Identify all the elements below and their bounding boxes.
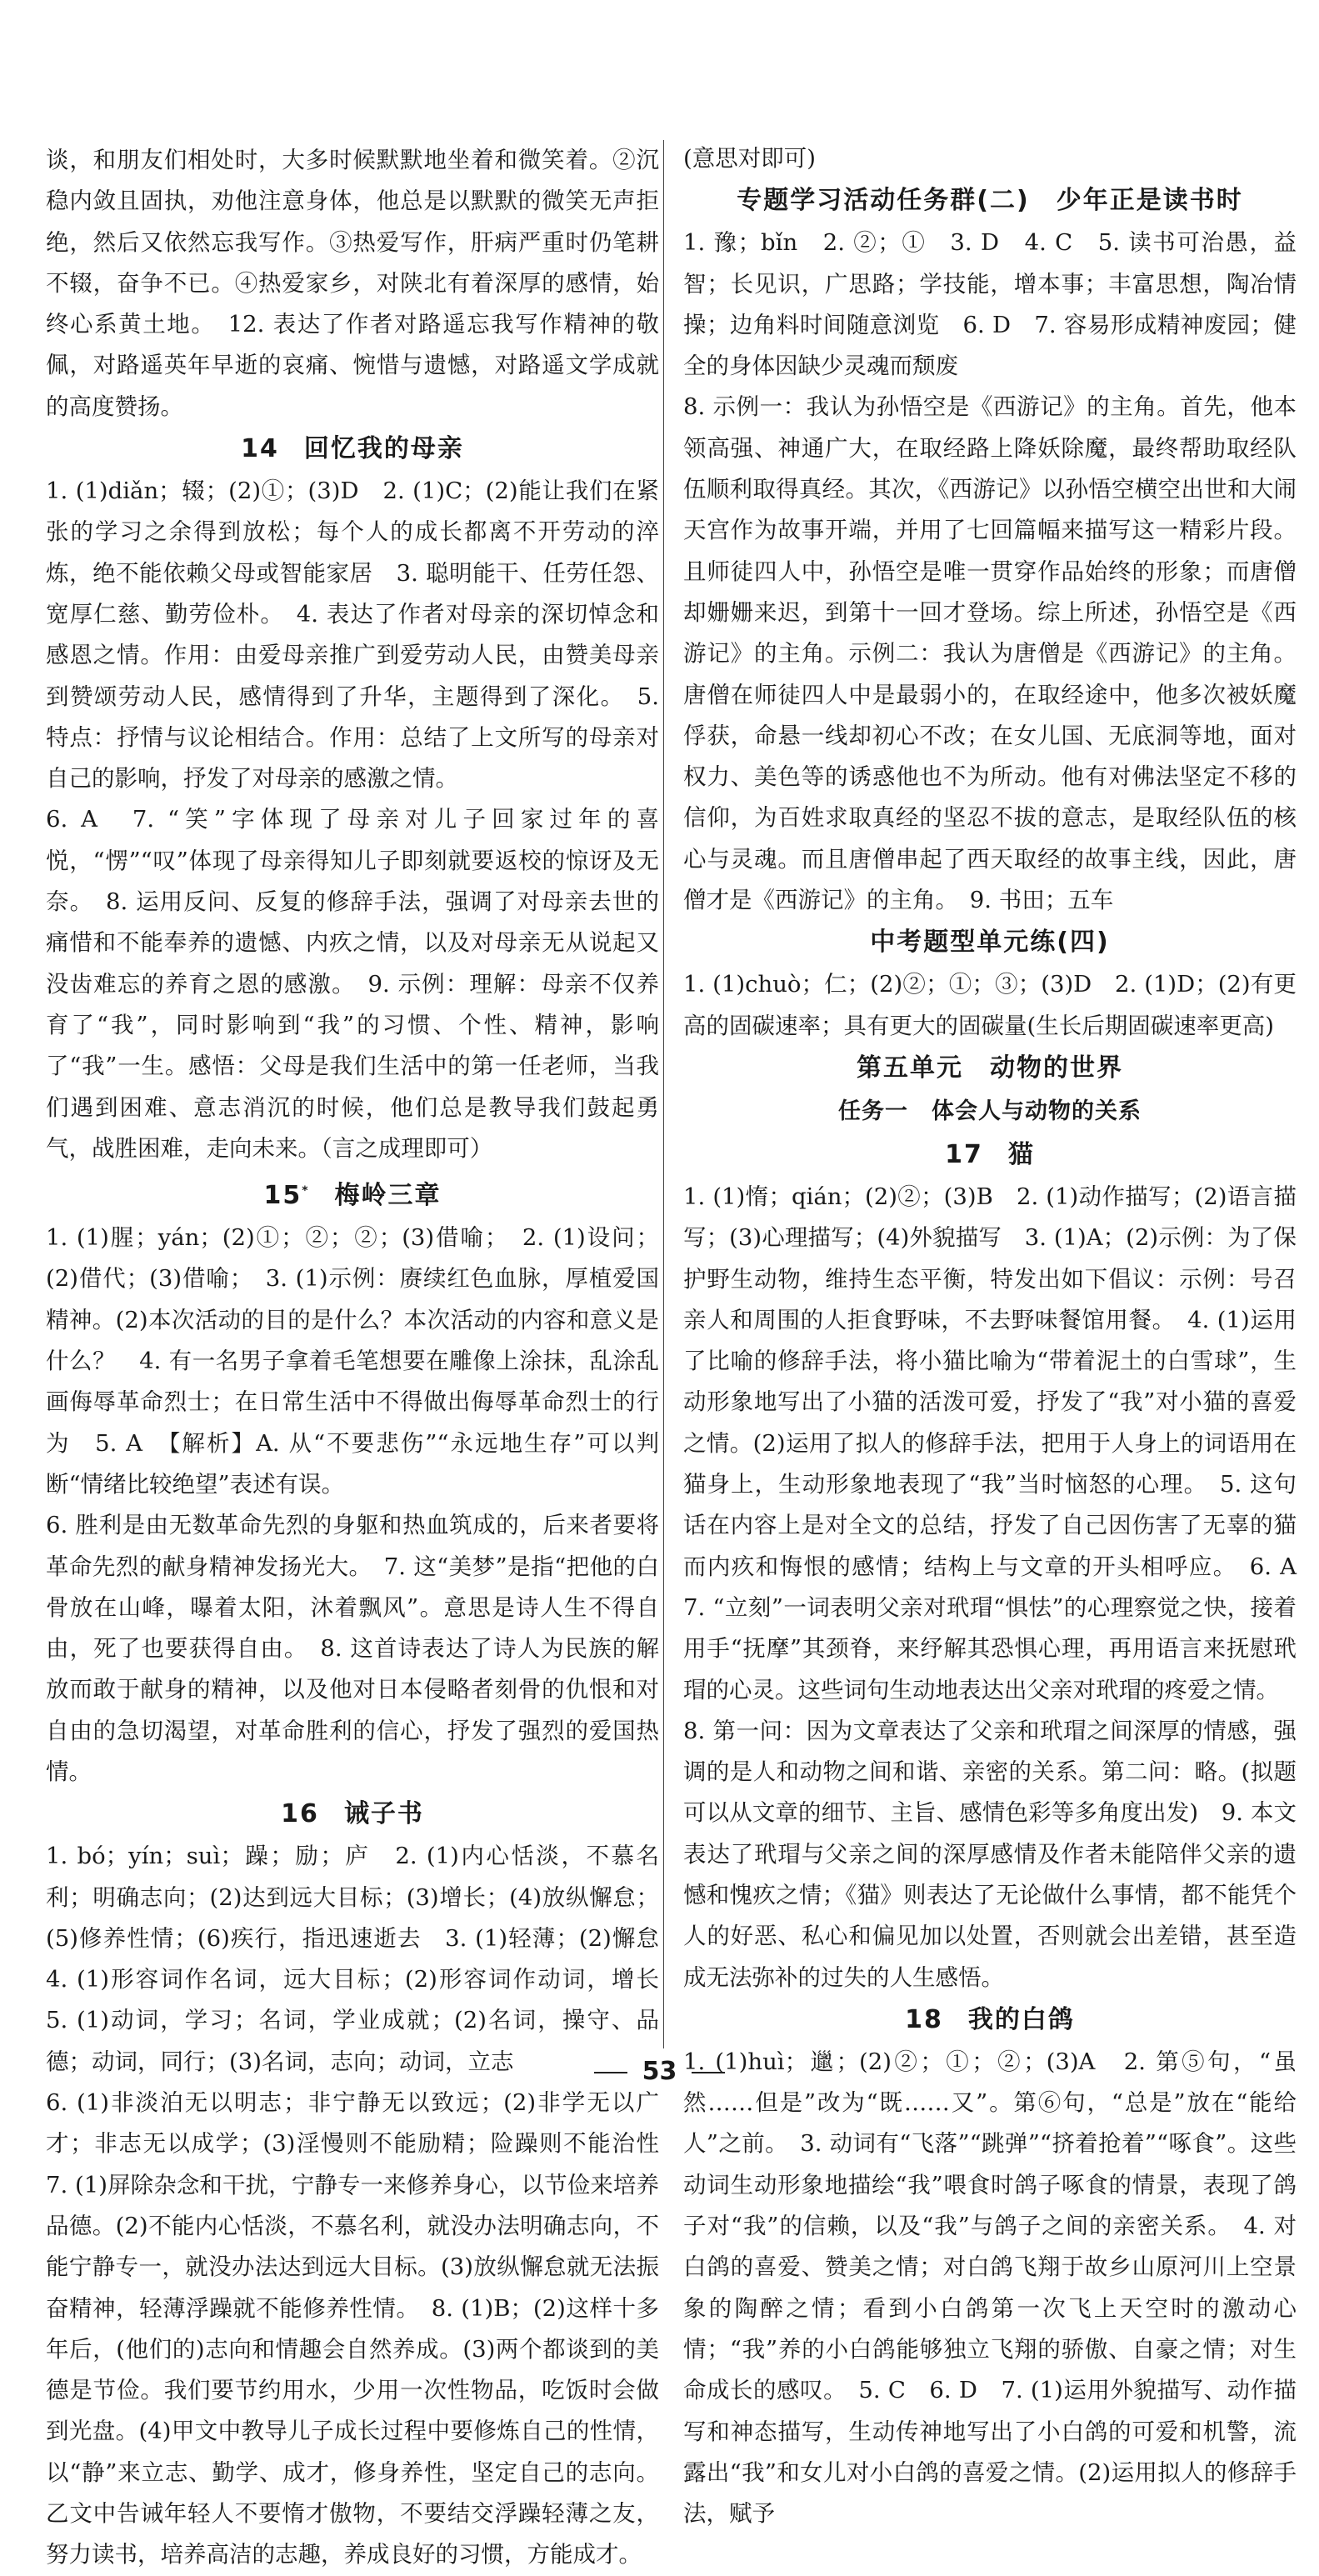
paragraph: 6. (1)非淡泊无以明志；非宁静无以致远；(2)非学无以广才；非志无以成学；(3)淫慢则不能励精；险躁则不能治性 7. (1)屏除杂念和干扰，宁静专一来修养身心，以节俭来培养品德。(2)不能内心恬淡，不慕名利，就没办法明确志向，不能宁静专一，就没办法达到远大目标。(3)放纵懈怠就无法振奋精神，轻薄浮躁就不能修养性情。 8. (1)B；(2)这样十多年后，(他们的)志向和情趣会自然养成。(3)两个都谈到的美德是节俭。我们要节约用水，少用一次性物品，吃饭时会做到光盘。(4)甲文中教导儿子成长过程中要修炼自己的性情，以“静”来立志、勤学、成才，修身养性，坚定自己的志向。乙文中告诫年轻人不要惰才傲物，不要结交浮躁轻薄之友，努力读书，培养高洁的志趣，养成良好的习惯，方能成才。: [46, 2089, 682, 2568]
heading-number: 15: [263, 1181, 302, 1211]
footer-dash-left: [594, 2072, 627, 2073]
paragraph: 1. 豫；bǐn 2. ②；① 3. D 4. C 5. 读书可治愚，益智；长见识，广思路；学技能，增本事；丰富思想，陶冶情操；边角料时间随意浏览 6. D 7. 容易形成精神废园；健全的身体因缺少灵魂而颓废: [683, 229, 1297, 380]
paragraph: 1. (1)chuò；仁；(2)②；①；③；(3)D 2. (1)D；(2)有更高的固碳速率；具有更大的固碳量(生长后期固碳速率更高): [683, 971, 1297, 1039]
heading-title: 回忆我的母亲: [303, 434, 464, 464]
topic-heading: 专题学习活动任务群(二) 少年正是读书时: [737, 186, 1243, 216]
section-heading-14: [46, 428, 659, 471]
heading-number: 17: [945, 1139, 983, 1169]
right-column: [683, 138, 1319, 2534]
heading-asterisk: *: [302, 1184, 310, 1198]
heading-title: 诫子书: [343, 1799, 424, 1829]
section-heading-18: [683, 1998, 1297, 2042]
task-heading: 任务一 体会人与动物的关系: [838, 1098, 1142, 1124]
unit-heading: 第五单元 动物的世界: [857, 1053, 1123, 1083]
paragraph: (意思对即可): [683, 145, 816, 172]
heading-number: 14: [241, 434, 279, 464]
paragraph: 8. 示例一：我认为孙悟空是《西游记》的主角。首先，他本领高强、神通广大，在取经路上降妖除魔，最终帮助取经队伍顺利取得真经。其次，《西游记》以孙悟空横空出世和大闹天宫作为故事开端，并用了七回篇幅来描写这一精彩片段。且师徒四人中，孙悟空是唯一贯穿作品始终的形象；而唐僧却姗姗来迟，到第十一回才登场。综上所述，孙悟空是《西游记》的主角。示例二：我认为唐僧是《西游记》的主角。唐僧在师徒四人中是最弱小的，在取经途中，他多次被妖魔俘获，命悬一线却初心不改；在女儿国、无底洞等地，面对权力、美色等的诱惑他也不为所动。他有对佛法坚定不移的信仰，为百姓求取真经的坚忍不拔的意志，是取经队伍的核心与灵魂。而且唐僧串起了西天取经的故事主线，因此，唐僧才是《西游记》的主角。 9. 书田；五车: [683, 393, 1297, 914]
paragraph: 1. (1)惰；qián；(2)②；(3)B 2. (1)动作描写；(2)语言描写；(3)心理描写；(4)外貌描写 3. (1)A；(2)示例：为了保护野生动物，维持生态平衡，特发出如下倡议：示例：号召亲人和周围的人拒食野味，不去野味餐馆用餐。 4. (1)运用了比喻的修辞手法，将小猫比喻为“带着泥土的白雪球”，生动形象地写出了小猫的活泼可爱，抒发了“我”对小猫的喜爱之情。(2)运用了拟人的修辞手法，把用于人身上的词语用在猫身上，生动形象地表现了“我”当时恼怒的心理。 5. 这句话在内容上是对全文的总结，抒发了自己因伤害了无辜的猫而内疚和悔恨的感情；结构上与文章的开头相呼应。 6. A 7. “立刻”一词表明父亲对玳瑁“惧怯”的心理察觉之快，接着用手“抚摩”其颈脊，来纾解其恐惧心理，再用语言来抚慰玳瑁的心灵。这些词句生动地表达出父亲对玳瑁的疼爱之情。: [683, 1183, 1319, 1703]
exam-heading: 中考题型单元练(四): [870, 928, 1110, 958]
page-footer: [0, 2057, 1319, 2086]
section-heading-15: [46, 1169, 659, 1218]
heading-number: 16: [281, 1799, 319, 1829]
footer-dash-right: [692, 2072, 725, 2073]
paragraph: 1. (1)diǎn；辍；(2)①；(3)D 2. (1)C；(2)能让我们在紧张的学习之余得到放松；每个人的成长都离不开劳动的淬炼，绝不能依赖父母或智能家居 3. 聪明能干、任劳任怨、宽厚仁慈、勤劳俭朴。 4. 表达了作者对母亲的深切悼念和感恩之情。作用：由爱母亲推广到爱劳动人民，由赞美母亲到赞颂劳动人民，感情得到了升华，主题得到了深化。 5. 特点：抒情与议论相结合。作用：总结了上文所写的母亲对自己的影响，抒发了对母亲的感激之情。: [46, 478, 659, 793]
page-number: 53: [642, 2057, 677, 2086]
heading-title: 猫: [1007, 1139, 1035, 1169]
paragraph: 谈，和朋友们相处时，大多时候默默地坐着和微笑着。②沉稳内敛且固执，劝他注意身体，他总是以默默的微笑无声拒绝，然后又依然忘我写作。③热爱写作，肝病严重时仍笔耕不辍，奋争不已。④热爱家乡，对陕北有着深厚的感情，始终心系黄土地。 12. 表达了作者对路遥忘我写作精神的敬佩，对路遥英年早逝的哀痛、惋惜与遗憾，对路遥文学成就的高度赞扬。: [46, 147, 659, 420]
paragraph: 8. 第一问：因为文章表达了父亲和玳瑁之间深厚的情感，强调的是人和动物之间和谐、亲密的关系。第二问：略。(拟题可以从文章的细节、主旨、感情色彩等多角度出发) 9. 本文表达了玳瑁与父亲之间的深厚感情及作者未能陪伴父亲的遗憾和愧疚之情；《猫》则表达了无论做什么事情，都不能凭个人的好恶、私心和偏见加以处置，否则就会出差错，甚至造成无法弥补的过失的人生感悟。: [683, 1717, 1297, 1991]
paragraph: 6. 胜利是由无数革命先烈的身躯和热血筑成的，后来者要将革命先烈的献身精神发扬光大。 7. 这“美梦”是指“把他的白骨放在山峰，曝着太阳，沐着飘风”。意思是诗人生不得自由，死了也要获得自由。 8. 这首诗表达了诗人为民族的解放而敢于献身的精神，以及他对日本侵略者刻骨的仇恨和对自由的急切渴望，对革命胜利的信心，抒发了强烈的爱国热情。: [46, 1512, 659, 1785]
paragraph: 1. (1)huì；邋；(2)②；①；②；(3)A 2. 第⑤句，“虽然……但是”改为“既……又”。第⑥句，“总是”放在“能给人”之前。 3. 动词有“飞落”“跳弹”“挤着抢着”“啄食”。这些动词生动形象地描绘“我”喂食时鸽子啄食的情景，表现了鸽子对“我”的信赖，以及“我”与鸽子之间的亲密关系。 4. 对白鸽的喜爱、赞美之情；对白鸽飞翔于故乡山原河川上空景象的陶醉之情；看到小白鸽第一次飞上天空时的激动心情；“我”养的小白鸽能够独立飞翔的骄傲、自豪之情；对生命成长的感叹。 5. C 6. D 7. (1)运用外貌描写、动作描写和神态描写，生动传神地写出了小白鸽的可爱和机警，流露出“我”和女儿对小白鸽的喜爱之情。(2)运用拟人的修辞手法，赋予: [683, 2048, 1297, 2528]
section-heading-17: [683, 1133, 1297, 1177]
column-divider: [663, 140, 664, 2048]
paragraph: 1. bó；yín；suì；躁；励；庐 2. (1)内心恬淡，不慕名利；明确志向；(2)达到远大目标；(3)增长；(4)放纵懈怠；(5)修养性情；(6)疾行，指迅速逝去 3. (1)轻薄；(2)懈怠 4. (1)形容词作名词，远大目标；(2)形容词作动词，增长 5. (1)动词，学习；名词，学业成就；(2)名词，操守、品德；动词，同行；(3)名词，志向；动词，立志: [46, 1843, 682, 2075]
heading-title: 梅岭三章: [334, 1181, 442, 1211]
paragraph: 6. A 7. “笑”字体现了母亲对儿子回家过年的喜悦，“愣”“叹”体现了母亲得知儿子即刻就要返校的惊讶及无奈。 8. 运用反问、反复的修辞手法，强调了对母亲去世的痛惜和不能奉养的遗憾、内疚之情，以及对母亲无从说起又没齿难忘的养育之恩的感激。 9. 示例：理解：母亲不仅养育了“我”，同时影响到“我”的习惯、个性、精神，影响了“我”一生。感悟：父母是我们生活中的第一任老师，当我们遇到困难、意志消沉的时候，他们总是教导我们鼓起勇气，战胜困难，走向未来。（言之成理即可）: [46, 806, 659, 1162]
section-heading-16: [46, 1793, 659, 1836]
paragraph: 1. (1)腥；yán；(2)①；②；②；(3)借喻； 2. (1)设问；(2)借代；(3)借喻； 3. (1)示例：赓续红色血脉，厚植爱国精神。(2)本次活动的目的是什么？本次活动的内容和意义是什么？ 4. 有一名男子拿着毛笔想要在雕像上涂抹，乱涂乱画侮辱革命烈士；在日常生活中不得做出侮辱革命烈士的行为 5. A 【解析】A. 从“不要悲伤”“永远地生存”可以判断“情绪比较绝望”表述有误。: [46, 1224, 659, 1498]
heading-title: 我的白鸽: [967, 2004, 1075, 2034]
heading-number: 18: [905, 2004, 943, 2034]
